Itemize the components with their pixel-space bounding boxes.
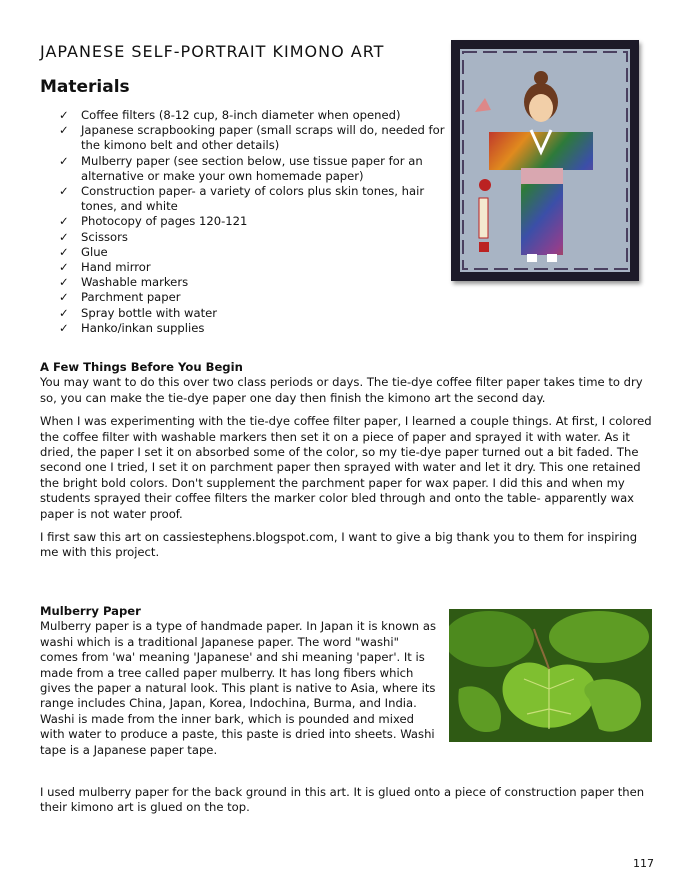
check-icon: ✓ [59, 260, 69, 275]
list-item: ✓ Photocopy of pages 120-121 [59, 214, 248, 229]
list-item: ✓ Construction paper- a variety of colors plus skin tones, hair tones, and white [59, 184, 425, 214]
check-icon: ✓ [59, 275, 69, 290]
page-number: 117 [633, 857, 654, 870]
paragraph: You may want to do this over two class periods or days. The tie-dye coffee filter paper takes time to dry so, you can make the tie-dye paper one day then finish the kimono art the second day. [40, 375, 643, 405]
list-item: ✓ Hand mirror [59, 260, 151, 275]
check-icon: ✓ [59, 123, 69, 138]
mulberry-leaves-photo [449, 609, 652, 742]
check-icon: ✓ [59, 305, 69, 320]
list-item: ✓ Mulberry paper (see section below, use tissue paper for an alternative or make your own homemade paper) [59, 153, 423, 183]
page-title: JAPANESE SELF-PORTRAIT KIMONO ART [40, 42, 385, 61]
list-item: ✓ Scissors [59, 229, 128, 244]
kimono-art-photo [451, 40, 639, 281]
list-item: ✓ Spray bottle with water [59, 305, 218, 320]
mulberry-section [40, 604, 440, 758]
materials-list [59, 108, 454, 336]
paragraph: I first saw this art on cassiestephens.blogspot.com, I want to give a big thank you to them for inspiring me with this project. [40, 530, 638, 560]
check-icon: ✓ [59, 290, 69, 305]
before-you-begin-section [40, 360, 652, 569]
list-item: ✓ Coffee filters (8-12 cup, 8-inch diameter when opened) [59, 108, 401, 122]
check-icon: ✓ [59, 229, 69, 244]
list-item: ✓ Glue [59, 244, 108, 259]
check-icon: ✓ [59, 184, 69, 199]
check-icon: ✓ [59, 320, 69, 335]
check-icon: ✓ [59, 108, 69, 122]
paragraph: Mulberry paper is a type of handmade paper. In Japan it is known as washi which is a traditional Japanese paper. The word "washi" comes from 'wa' meaning 'Japanese' and shi meaning 'paper'. It is made from a tree called paper mulberry. It has long fibers which gives the paper a natural look. This plant is native to Asia, where its range includes China, Japan, Korea, Indochina, Burma, and India. Washi is made from the inner bark, which is pounded and mixed with water to produce a paste, this paste is dried into sheets. Washi tape is a Japanese paper tape. [40, 619, 436, 757]
list-item: ✓ Japanese scrapbooking paper (small scraps will do, needed for the kimono belt and other details) [59, 123, 445, 153]
mulberry-paragraph-2 [40, 785, 652, 824]
section-heading: Mulberry Paper [40, 604, 141, 618]
list-item: ✓ Washable markers [59, 275, 189, 290]
section-heading: A Few Things Before You Begin [40, 360, 243, 374]
paragraph: I used mulberry paper for the back ground in this art. It is glued onto a piece of construction paper then their kimono art is glued on the top. [40, 785, 645, 815]
materials-heading: Materials [40, 77, 130, 97]
check-icon: ✓ [59, 153, 69, 168]
list-item: ✓ Hanko/inkan supplies [59, 320, 205, 335]
paragraph: When I was experimenting with the tie-dye coffee filter paper, I learned a couple things. At first, I colored the coffee filter with washable markers then set it on a piece of paper and sprayed it with water. As it dried, the paper I set it on absorbed some of the color, so my tie-dye paper turned out a bit faded. The second one I tried, I set it on parchment paper then sprayed with water and let it dry. This one retained the bright bold colors. Don't supplement the parchment paper for wax paper. I did this and when my students sprayed their coffee filters the marker color bled through and onto the table- apparently wax paper is not water proof. [40, 414, 652, 521]
list-item: ✓ Parchment paper [59, 290, 181, 305]
check-icon: ✓ [59, 214, 69, 229]
check-icon: ✓ [59, 244, 69, 259]
